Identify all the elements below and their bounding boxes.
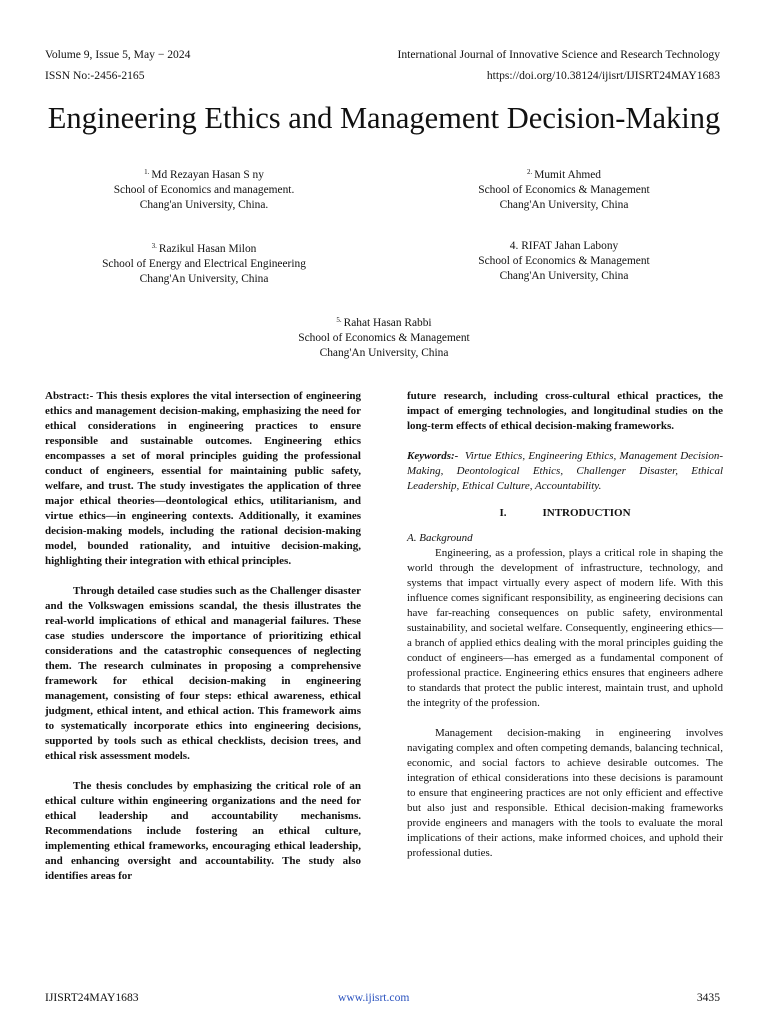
volume-info: Volume 9, Issue 5, May − 2024 (45, 48, 191, 61)
issn: ISSN No:-2456-2165 (45, 69, 145, 82)
author-name: Razikul Hasan Milon (158, 243, 257, 255)
author-univ: Chang'An University, China (499, 270, 629, 282)
author-univ: Chang'an University, China. (139, 199, 269, 211)
author-block (54, 165, 354, 213)
author-number: 5. (336, 316, 342, 324)
footer-paper-id: IJISRT24MAY1683 (45, 991, 139, 1004)
author-block (54, 239, 354, 287)
author-number: 4. (509, 240, 519, 252)
author-univ: Chang'An University, China (499, 199, 629, 211)
author-number: 3. (151, 242, 157, 250)
abstract-paragraph: Through detailed case studies such as the Challenger disaster and the Volkswagen emissions scandal, the thesis illustrates the real-world implications of ethical and managerial failures. These case studies underscore the importance of prioritizing ethical considerations and the catastrophic consequences of neglecting them. The research culminates in proposing a comprehensive framework for ethical decision-making in engineering management, consisting of four steps: ethical awareness, ethical judgment, ethical intent, and ethical action. This framework aims to systematically incorporate ethics into engineering decisions, supported by tools such as ethical checklists, decision trees, and ethical risk assessment models. (45, 585, 361, 762)
abstract-paragraph: Abstract:- This thesis explores the vital intersection of engineering ethics and management decision-making, emphasizing the need for ethical considerations in engineering practices to ensure responsible and sustainable outcomes. Engineering ethics encompasses a set of moral principles guiding the professional conduct of engineers, essential for maintaining public safety, welfare, and trust. The study investigates the application of three major ethical theories—deontological ethics, utilitarianism, and virtue ethics—in engineering contexts. Additionally, it examines decision-making models, including the rational decision-making model, bounded rationality, and intuitive decision-making, highlighting their integration with ethical principles. (45, 390, 361, 567)
author-name: Rahat Hasan Rabbi (343, 317, 432, 329)
journal-name: International Journal of Innovative Science and Research Technology (397, 48, 720, 61)
section-title: INTRODUCTION (542, 507, 631, 519)
author-block (414, 165, 714, 213)
abstract-paragraph: The thesis concludes by emphasizing the critical role of an ethical culture within engineering organizations and the need for ethical leadership and accountability mechanisms. Recommendations include fostering an ethical culture, implementing ethical frameworks, encouraging ethical leadership, and enhancing oversight and accountability. The study also identifies areas for (45, 780, 361, 882)
page-number: 3435 (696, 991, 720, 1004)
right-column (407, 389, 723, 861)
keywords-label: Keywords:- (407, 450, 459, 462)
author-univ: Chang'An University, China (139, 273, 269, 285)
footer-website-link[interactable]: www.ijisrt.com (338, 991, 410, 1004)
author-block (234, 313, 534, 361)
author-dept: School of Energy and Electrical Engineering (102, 258, 306, 270)
author-number: 2. (526, 168, 533, 176)
author-name: RIFAT Jahan Labony (521, 240, 619, 252)
author-dept: School of Economics & Management (478, 184, 650, 196)
section-heading (407, 506, 723, 521)
abstract-continuation: future research, including cross-cultural ethical practices, the impact of emerging technologies, and longitudinal studies on the long-term effects of ethical decision-making frameworks. (407, 390, 723, 432)
author-dept: School of Economics & Management (298, 332, 470, 344)
body-paragraph: Management decision-making in engineering involves navigating complex and often competing demands, balancing technical, economic, and social factors to achieve desirable outcomes. The integration of ethical considerations into these decisions is paramount to ensure that engineering practices are not only efficient and effective but also just and responsible. Ethical decision-making frameworks provide engineers and managers with the tools to evaluate the moral implications of their actions, make informed choices, and uphold their professional duties. (407, 727, 723, 859)
keywords-text: Virtue Ethics, Engineering Ethics, Management Decision-Making, Deontological Ethics, Challenger Disaster, Ethical Leadership, Ethical Culture, Accountability. (407, 450, 724, 492)
author-name: Mumit Ahmed (534, 169, 601, 181)
subsection-heading: A. Background (407, 532, 473, 544)
keywords (407, 449, 723, 494)
author-univ: Chang'An University, China (319, 347, 449, 359)
author-name: Md Rezayan Hasan S ny (151, 169, 264, 181)
author-block (414, 239, 714, 284)
author-dept: School of Economics & Management (478, 255, 650, 267)
paper-title: Engineering Ethics and Management Decision-Making (47, 101, 721, 135)
left-column (45, 389, 361, 884)
doi-link[interactable]: https://doi.org/10.38124/ijisrt/IJISRT24MAY1683 (486, 69, 720, 82)
section-number: I. (499, 507, 507, 519)
body-paragraph: Engineering, as a profession, plays a critical role in shaping the world through the development of infrastructure, technology, and systems that impact virtually every aspect of modern life. With this influence comes significant responsibility, as engineering decisions can have far-reaching consequences on public safety, environmental sustainability, and societal welfare. Consequently, engineering ethics—a branch of applied ethics dealing with the moral principles guiding the conduct of engineers—has emerged as a fundamental component of professional practice. Engineering ethics ensures that engineers adhere to standards that protect the public interest, maintain trust, and uphold the integrity of the profession. (407, 547, 723, 709)
author-dept: School of Economics and management. (113, 184, 295, 196)
author-number: 1. (144, 168, 150, 176)
